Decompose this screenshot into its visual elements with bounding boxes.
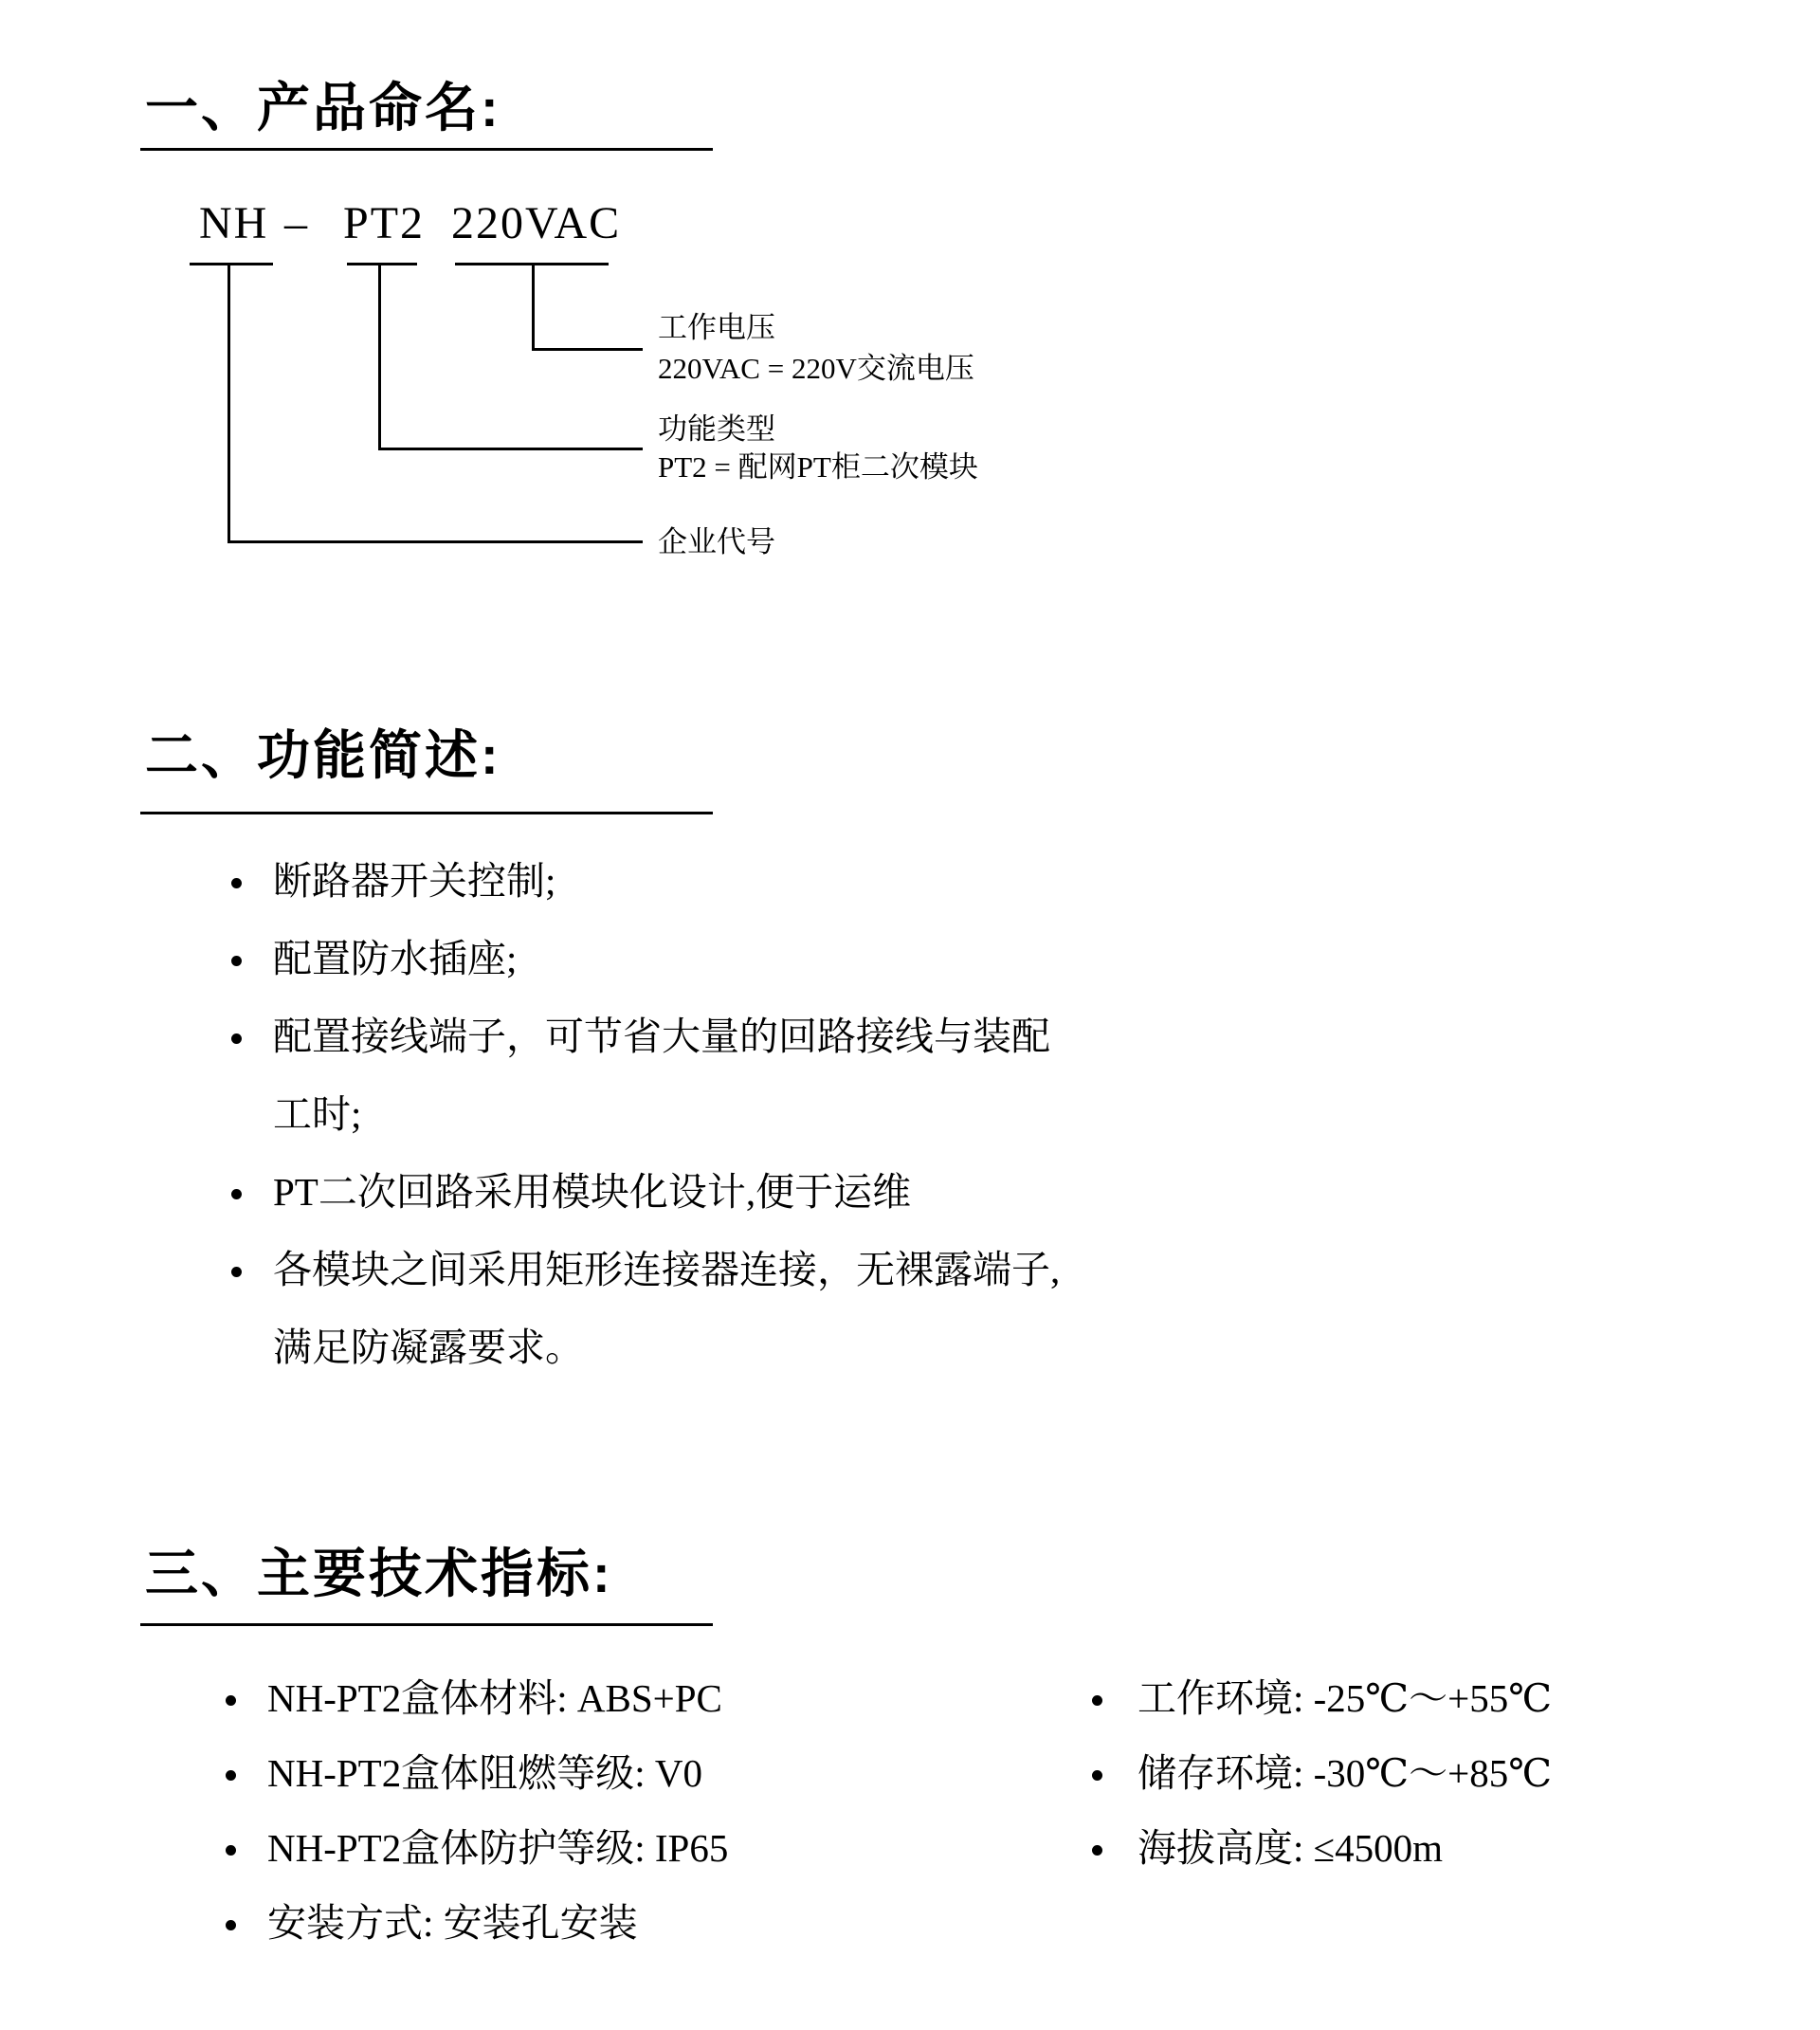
callout-type-desc: PT2 = 配网PT柜二次模块 bbox=[658, 450, 978, 484]
function-bullet-line: 配置防水插座; bbox=[273, 937, 518, 980]
product-code-type: PT2 bbox=[343, 198, 426, 248]
bullet-dot bbox=[231, 1189, 242, 1199]
leader-vline-type bbox=[378, 263, 381, 450]
code-underline-type bbox=[347, 263, 417, 265]
bullet-dot bbox=[231, 1267, 242, 1277]
bullet-dot bbox=[231, 1033, 242, 1044]
callout-voltage-desc: 220VAC = 220V交流电压 bbox=[658, 352, 974, 385]
bullet-dot bbox=[226, 1695, 236, 1706]
bullet-dot bbox=[226, 1770, 236, 1781]
product-code-voltage: 220VAC bbox=[451, 198, 622, 248]
spec-item-right: 海拔高度: ≤4500m bbox=[1138, 1826, 1444, 1870]
spec-item-left: NH-PT2盒体防护等级: IP65 bbox=[267, 1826, 729, 1870]
spec-item-right: 工作环境: -25℃～+55℃ bbox=[1138, 1676, 1553, 1720]
leader-vline-voltage bbox=[532, 263, 535, 351]
section2-title-underline bbox=[140, 812, 713, 814]
function-bullet-line: 满足防凝露要求。 bbox=[273, 1326, 584, 1369]
leader-hline-voltage bbox=[532, 348, 643, 351]
product-code-prefix: NH bbox=[199, 198, 269, 248]
bullet-dot bbox=[1092, 1695, 1102, 1706]
function-bullet-line: 各模块之间采用矩形连接器连接，无裸露端子, bbox=[273, 1248, 1061, 1291]
leader-hline-type bbox=[378, 448, 643, 450]
callout-voltage-title: 工作电压 bbox=[658, 311, 775, 344]
product-code-dash: – bbox=[284, 198, 309, 248]
callout-type-title: 功能类型 bbox=[658, 412, 775, 446]
section1-title-underline bbox=[140, 148, 713, 151]
bullet-dot bbox=[231, 878, 242, 888]
spec-item-left: NH-PT2盒体材料: ABS+PC bbox=[267, 1676, 722, 1720]
spec-item-left: NH-PT2盒体阻燃等级: V0 bbox=[267, 1751, 702, 1795]
section2-title: 二、功能简述: bbox=[145, 725, 501, 785]
function-bullet-line: 断路器开关控制; bbox=[273, 859, 556, 903]
function-bullet-line: PT二次回路采用模块化设计,便于运维 bbox=[273, 1170, 912, 1214]
function-bullet-line: 工时; bbox=[273, 1092, 362, 1136]
leader-hline-prefix bbox=[228, 540, 643, 543]
bullet-dot bbox=[231, 956, 242, 966]
bullet-dot bbox=[226, 1845, 236, 1856]
callout-company-title: 企业代号 bbox=[658, 525, 775, 558]
bullet-dot bbox=[1092, 1770, 1102, 1781]
code-underline-prefix bbox=[190, 263, 273, 265]
bullet-dot bbox=[226, 1920, 236, 1930]
spec-item-left: 安装方式: 安装孔安装 bbox=[267, 1901, 638, 1945]
bullet-dot bbox=[1092, 1845, 1102, 1856]
section1-title: 一、产品命名: bbox=[145, 78, 501, 137]
leader-vline-prefix bbox=[228, 263, 230, 543]
section3-title: 三、主要技术指标: bbox=[145, 1544, 613, 1603]
spec-item-right: 储存环境: -30℃～+85℃ bbox=[1138, 1751, 1553, 1795]
section3-title-underline bbox=[140, 1623, 713, 1626]
function-bullet-line: 配置接线端子，可节省大量的回路接线与装配 bbox=[273, 1015, 1050, 1058]
